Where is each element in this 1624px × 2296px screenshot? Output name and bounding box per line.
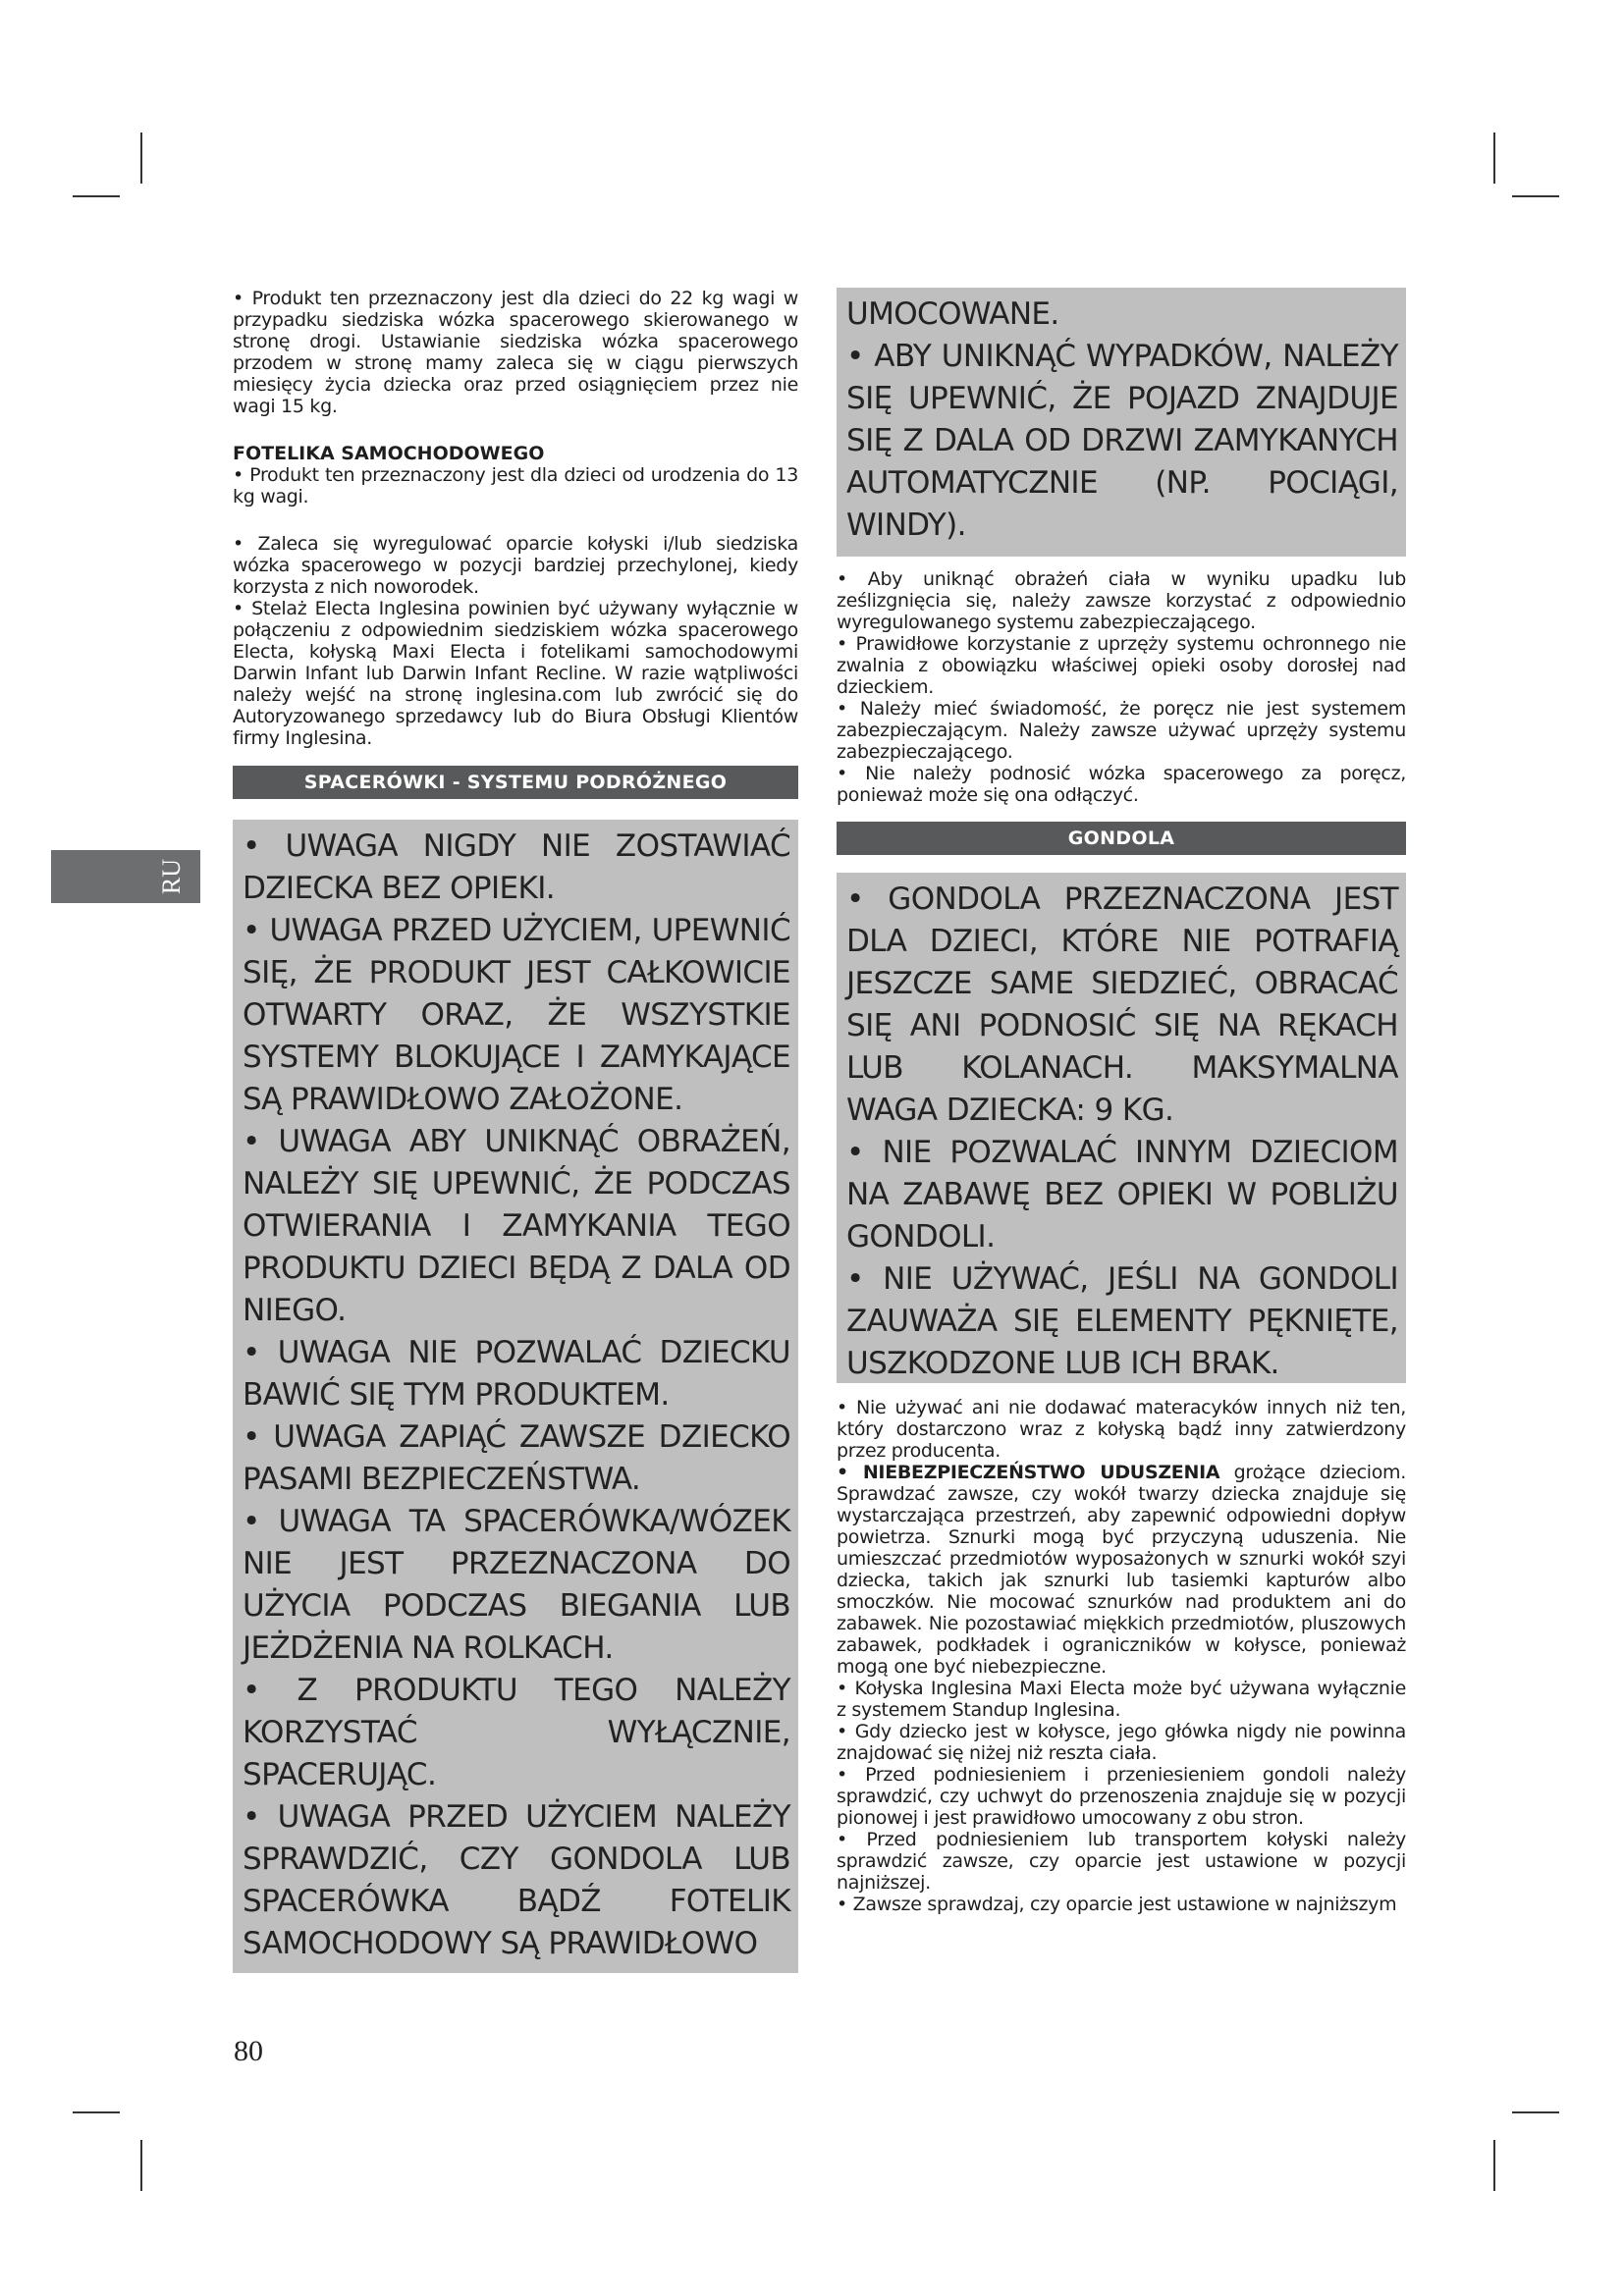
crop-mark-top-left-horizontal xyxy=(73,195,120,197)
adult-supervision-paragraph: • Prawidłowe korzystanie z uprzęży systemu ochronnego nie zwalnia z obowiązku właściwej opieki osoby dorosłej nad dzieckiem. xyxy=(837,633,1406,698)
suffocation-heading: • NIEBEZPIECZEŃSTWO UDUSZENIA xyxy=(837,1462,1220,1483)
vehicle-warnings-box xyxy=(837,288,1406,557)
warning-item: • NIE POZWALAĆ INNYM DZIECIOM NA ZABAWĘ BEZ OPIEKI W POBLIŻU GONDOLI. xyxy=(846,1135,1398,1255)
crop-mark-bottom-left-horizontal xyxy=(73,2111,120,2113)
backrest-check-paragraph: • Zawsze sprawdzaj, czy oparcie jest ustawione w najniższym xyxy=(837,1894,1397,1915)
standup-system-paragraph: • Kołyska Inglesina Maxi Electa może być używana wyłącznie z systemem Standup Inglesina. xyxy=(837,1678,1406,1721)
crop-mark-top-left-vertical xyxy=(140,133,142,184)
crop-mark-top-right-vertical xyxy=(1493,133,1495,184)
section-title-gondola: GONDOLA xyxy=(837,822,1406,855)
warning-item: • UWAGA TA SPACERÓWKA/WÓZEK NIE JEST PRZEZNACZONA DO UŻYCIA PODCZAS BIEGANIA LUB JEŻDŻENIA NA ROLKACH. xyxy=(243,1504,790,1666)
mattress-paragraph: • Nie używać ani nie dodawać materacyków innych niż ten, który dostarczono wraz z kołyską bądź inny zatwierdzony przez producenta. xyxy=(837,1397,1406,1462)
warning-item: • NIE UŻYWAĆ, JEŚLI NA GONDOLI ZAUWAŻA SIĘ ELEMENTY PĘKNIĘTE, USZKODZONE LUB ICH BRAK. xyxy=(846,1261,1398,1381)
suffocation-text: grożące dzieciom. Sprawdzać zawsze, czy wokół twarzy dziecka znajduje się wystarczająca przestrzeń, aby zapewnić odpowiedni dopływ powietrza. Sznurki mogą być przyczyną uduszenia. Nie umieszczać przedmiotów wyposażonych w sznurki wokół szyi dziecka, takich jak sznurki lub tasiemki kapturów albo smoczków. Nie mocować sznurków nad produktem ani do zabawek. Nie pozostawiać miękkich przedmiotów, pluszowych zabawek, podkładek i ograniczników w kołysce, ponieważ mogą one być niebezpieczne. xyxy=(837,1462,1406,1678)
suffocation-paragraph xyxy=(837,1462,1406,1678)
stroller-weight-paragraph: • Produkt ten przeznaczony jest dla dzieci do 22 kg wagi w przypadku siedziska wózka spacerowego skierowanego w stronę drogi. Ustawianie siedziska wózka spacerowego przodem w stronę mamy zaleca się w ciągu pierwszych miesięcy życia dziecka oraz przed osiągnięciem przez nie wagi 15 kg. xyxy=(233,288,798,417)
crop-mark-bottom-right-vertical xyxy=(1493,2140,1495,2191)
car-seat-weight-paragraph: • Produkt ten przeznaczony jest dla dzieci od urodzenia do 13 kg wagi. xyxy=(233,464,798,507)
warning-item: • UWAGA PRZED UŻYCIEM, UPEWNIĆ SIĘ, ŻE PRODUKT JEST CAŁKOWICIE OTWARTY ORAZ, ŻE WSZYSTKIE SYSTEMY BLOKUJĄCE I ZAMYKAJĄCE SĄ PRAWIDŁOWO ZAŁOŻONE. xyxy=(243,913,790,1117)
lift-by-bar-paragraph: • Nie należy podnosić wózka spacerowego za poręcz, ponieważ może się ona odłączyć. xyxy=(837,763,1406,806)
car-seat-title: FOTELIKA SAMOCHODOWEGO xyxy=(233,443,545,464)
crop-mark-top-right-horizontal xyxy=(1512,195,1559,197)
carry-handle-paragraph: • Przed podniesieniem i przeniesieniem gondoli należy sprawdzić, czy uchwyt do przenoszenia znajduje się w pozycji pionowej i jest prawidłowo umocowany z obu stron. xyxy=(837,1764,1406,1829)
language-tab xyxy=(51,850,200,903)
warning-item: • UWAGA NIE POZWALAĆ DZIECKU BAWIĆ SIĘ TYM PRODUKTEM. xyxy=(243,1335,790,1413)
harness-fall-paragraph: • Aby uniknąć obrażeń ciała w wyniku upadku lub ześlizgnięcia się, należy zawsze korzystać z odpowiednio wyregulowanego systemu zabezpieczającego. xyxy=(837,568,1406,633)
head-position-paragraph: • Gdy dziecko jest w kołysce, jego główka nigdy nie powinna znajdować się niżej niż reszta ciała. xyxy=(837,1721,1406,1764)
crop-mark-bottom-left-vertical xyxy=(140,2140,142,2191)
electa-frame-paragraph: • Stelaż Electa Inglesina powinien być używany wyłącznie w połączeniu z odpowiednim siedziskiem wózka spacerowego Electa, kołyską Maxi Electa i fotelikami samochodowymi Darwin Infant lub Darwin Infant Recline. W razie wątpliwości należy wejść na stronę inglesina.com lub zwrócić się do Autoryzowanego sprzedawcy lub do Biura Obsługi Klientów firmy Inglesina. xyxy=(233,598,798,749)
warning-item: • UWAGA ABY UNIKNĄĆ OBRAŻEŃ, NALEŻY SIĘ UPEWNIĆ, ŻE PODCZAS OTWIERANIA I ZAMYKANIA TEGO PRODUKTU DZIECI BĘDĄ Z DALA OD NIEGO. xyxy=(243,1124,790,1328)
warning-item: • UWAGA PRZED UŻYCIEM NALEŻY SPRAWDZIĆ, CZY GONDOLA LUB SPACERÓWKA BĄDŹ FOTELIK SAMOCHODOWY SĄ PRAWIDŁOWO xyxy=(243,1799,790,1961)
right-column xyxy=(837,288,1406,1915)
newborn-recline-paragraph: • Zaleca się wyregulować oparcie kołyski i/lub siedziska wózka spacerowego w pozycji bardziej przechylonej, kiedy korzysta z nich noworodek. xyxy=(233,533,798,598)
crop-mark-bottom-right-horizontal xyxy=(1512,2111,1559,2113)
bumper-bar-paragraph: • Należy mieć świadomość, że poręcz nie jest systemem zabezpieczającym. Należy zawsze używać uprzęży systemu zabezpieczającego. xyxy=(837,698,1406,763)
warning-item: • UWAGA ZAPIĄĆ ZAWSZE DZIECKO PASAMI BEZPIECZEŃSTWA. xyxy=(243,1419,790,1497)
warning-item: UMOCOWANE. xyxy=(846,296,1059,332)
warning-item: • UWAGA NIGDY NIE ZOSTAWIAĆ DZIECKA BEZ OPIEKI. xyxy=(243,828,790,906)
warning-item: • Z PRODUKTU TEGO NALEŻY KORZYSTAĆ WYŁĄCZNIE, SPACERUJĄC. xyxy=(243,1673,790,1792)
language-tab-label: RU xyxy=(157,858,186,895)
backrest-lowest-paragraph: • Przed podniesieniem lub transportem kołyski należy sprawdzić zawsze, czy oparcie jest ustawione w pozycji najniższej. xyxy=(837,1829,1406,1894)
stroller-warnings-box xyxy=(233,820,798,1973)
section-title-stroller: SPACERÓWKI - SYSTEMU PODRÓŻNEGO xyxy=(233,766,798,799)
page-number: 80 xyxy=(234,2035,263,2067)
warning-item: • GONDOLA PRZEZNACZONA JEST DLA DZIECI, KTÓRE NIE POTRAFIĄ JESZCZE SAME SIEDZIEĆ, OBRACAĆ SIĘ ANI PODNOSIĆ SIĘ NA RĘKACH LUB KOLANACH. MAKSYMALNA WAGA DZIECKA: 9 KG. xyxy=(846,881,1398,1128)
warning-item: • ABY UNIKNĄĆ WYPADKÓW, NALEŻY SIĘ UPEWNIĆ, ŻE POJAZD ZNAJDUJE SIĘ Z DALA OD DRZWI ZAMYKANYCH AUTOMATYCZNIE (NP. POCIĄGI, WINDY). xyxy=(846,339,1398,543)
left-column xyxy=(233,288,798,1973)
gondola-warnings-box xyxy=(837,873,1406,1383)
